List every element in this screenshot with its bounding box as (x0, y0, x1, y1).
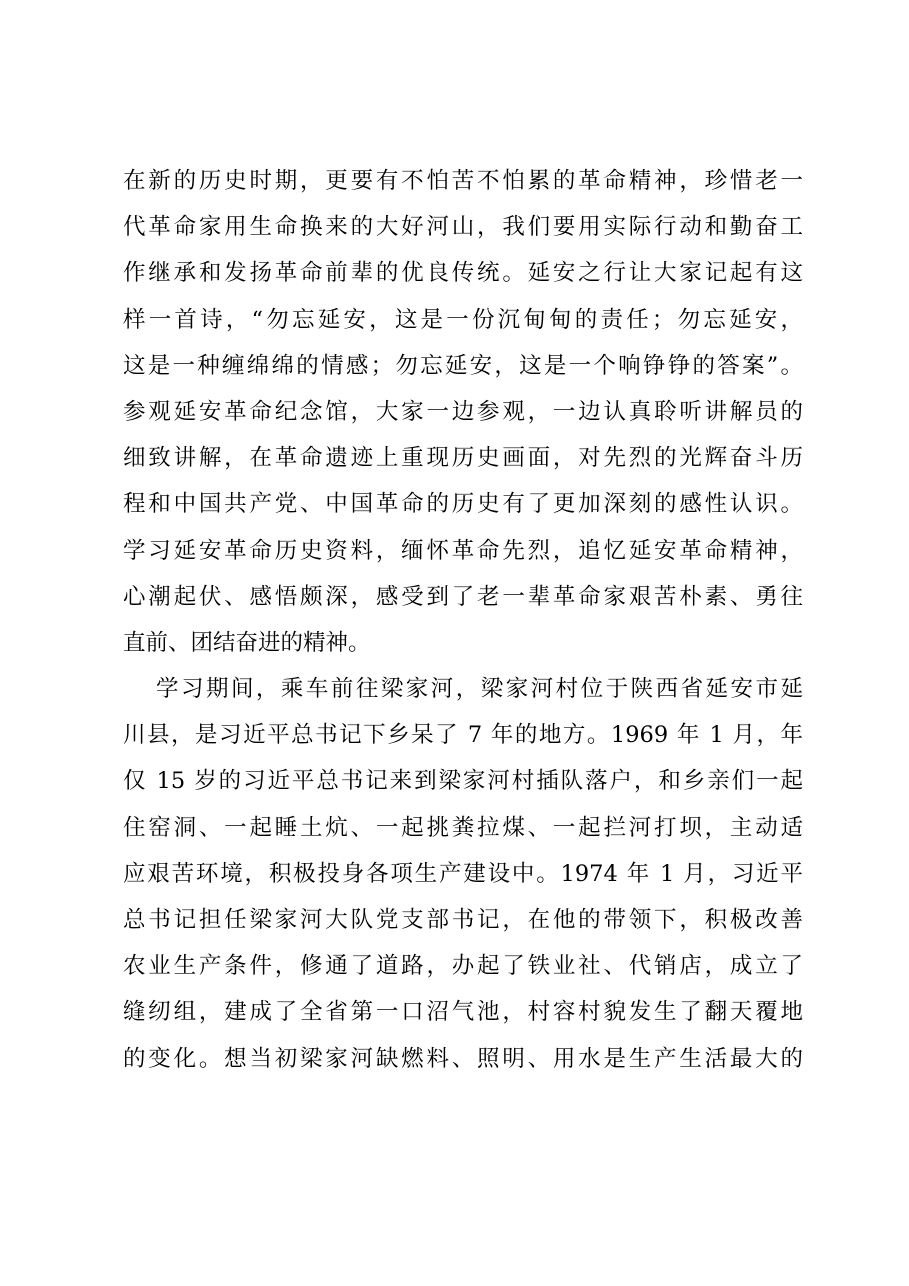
text-line: 仅 15 岁的习近平总书记来到梁家河村插队落户，和乡亲们一起 (123, 768, 803, 795)
text-line: 细致讲解，在革命遗迹上重现历史画面，对先烈的光辉奋斗历 (123, 445, 803, 472)
text-line: 缝纫组，建成了全省第一口沼气池，村容村貌发生了翻天覆地 (123, 999, 803, 1026)
text-line: 住窑洞、一起睡土炕、一起挑粪拉煤、一起拦河打坝，主动适 (123, 814, 803, 841)
paragraph-2 (123, 666, 803, 1082)
text-line: 样一首诗，“勿忘延安，这是一份沉甸甸的责任；勿忘延安， (123, 306, 803, 333)
text-line: 程和中国共产党、中国革命的历史有了更加深刻的感性认识。 (123, 491, 803, 518)
text-line: 参观延安革命纪念馆，大家一边参观，一边认真聆听讲解员的 (123, 398, 803, 425)
text-line: 这是一种缠绵绵的情感；勿忘延安，这是一个响铮铮的答案”。 (123, 352, 803, 379)
text-line: 学习期间，乘车前往梁家河，梁家河村位于陕西省延安市延 (156, 676, 803, 703)
text-line: 的变化。想当初梁家河缺燃料、照明、用水是生产生活最大的 (123, 1045, 803, 1072)
text-line: 川县，是习近平总书记下乡呆了 7 年的地方。1969 年 1 月，年 (123, 722, 803, 749)
text-line: 在新的历史时期，更要有不怕苦不怕累的革命精神，珍惜老一 (123, 168, 803, 194)
text-line: 农业生产条件，修通了道路，办起了铁业社、代销店，成立了 (123, 953, 803, 980)
text-line: 总书记担任梁家河大队党支部书记，在他的带领下，积极改善 (123, 907, 803, 933)
text-line: 代革命家用生命换来的大好河山，我们要用实际行动和勤奋工 (123, 214, 803, 241)
text-line: 直前、团结奋进的精神。 (123, 629, 371, 656)
text-line: 心潮起伏、感悟颇深，感受到了老一辈革命家艰苦朴素、勇往 (123, 583, 803, 610)
body-text (123, 158, 803, 1082)
text-line: 应艰苦环境，积极投身各项生产建设中。1974 年 1 月，习近平 (123, 860, 803, 887)
paragraph-1 (123, 158, 803, 666)
text-line: 作继承和发扬革命前辈的优良传统。延安之行让大家记起有这 (123, 260, 803, 287)
text-line: 学习延安革命历史资料，缅怀革命先烈，追忆延安革命精神， (123, 537, 803, 564)
